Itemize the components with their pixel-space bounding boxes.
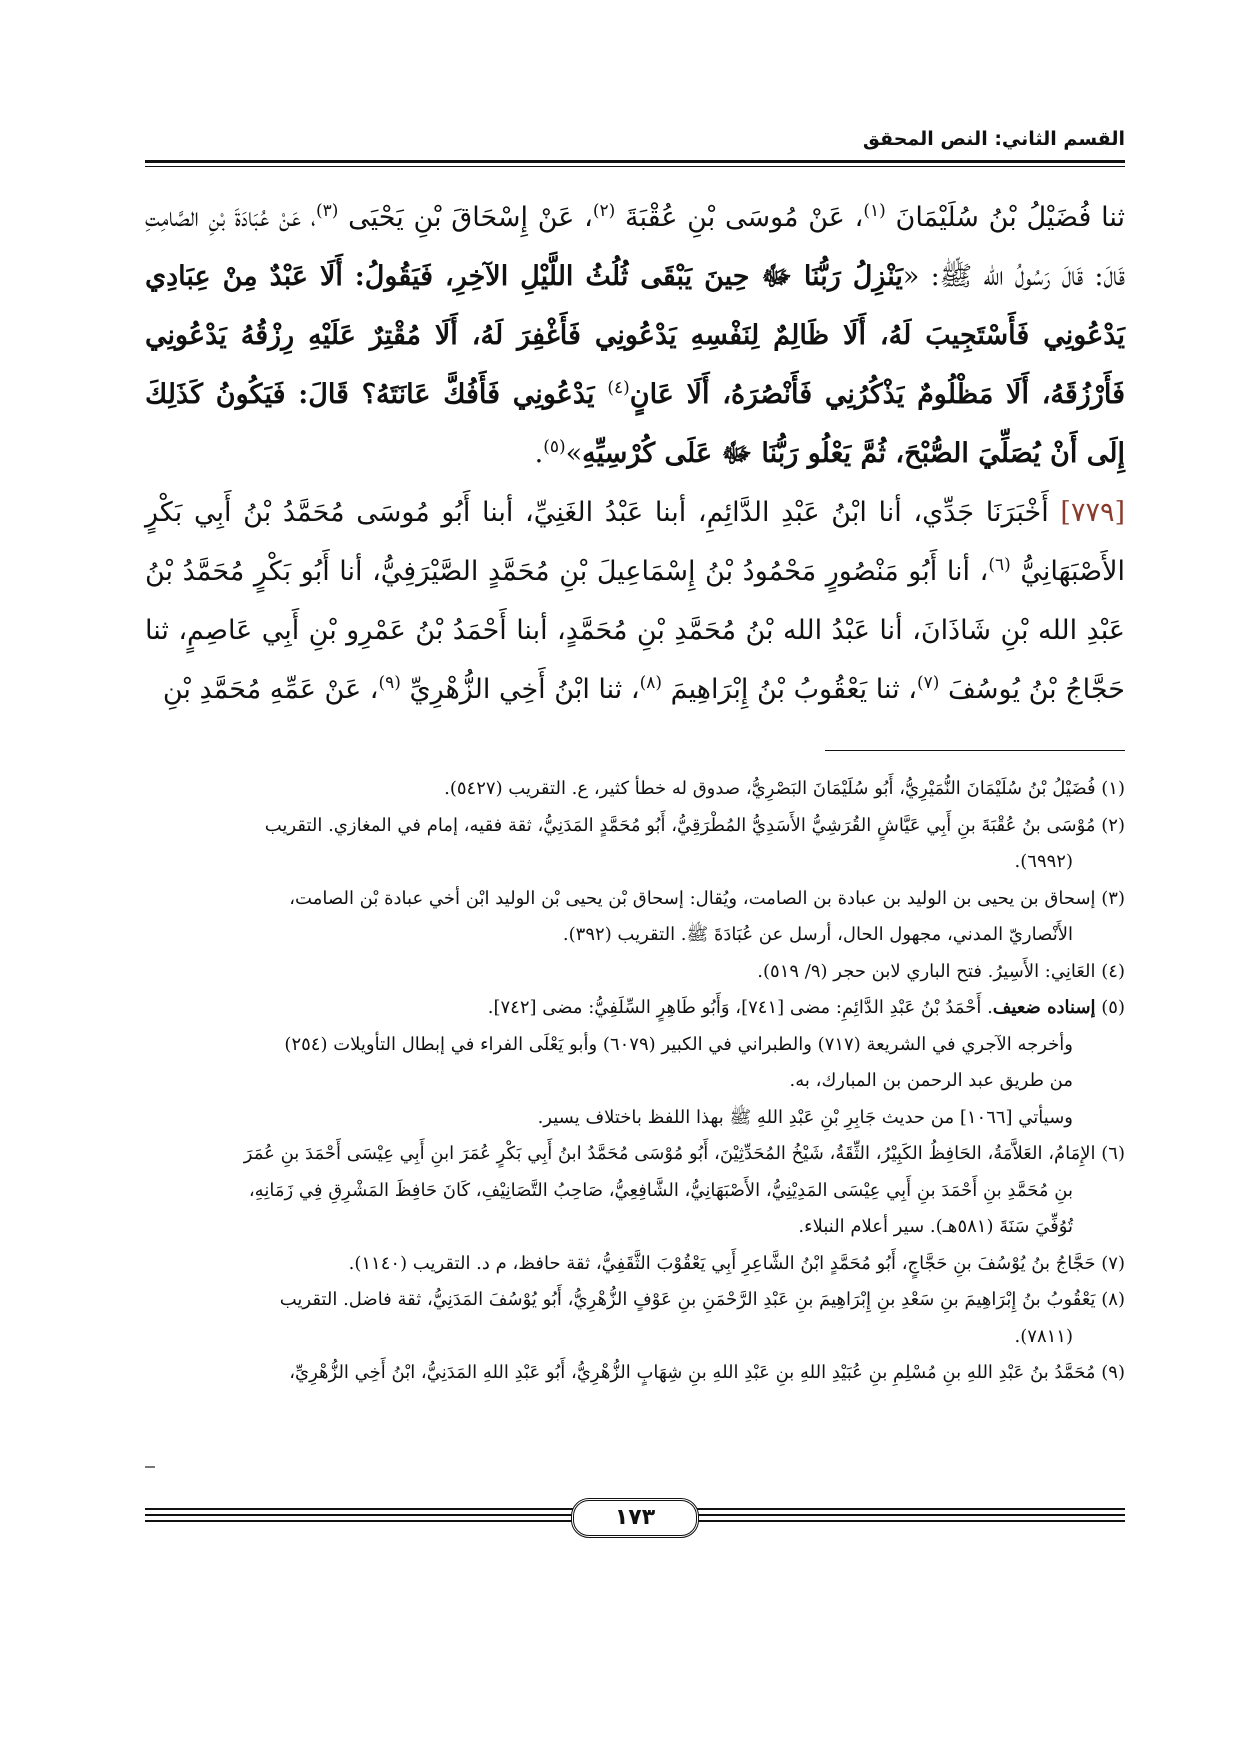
header-rule-thin [145,166,1125,167]
footnote-6-continued: بنِ مُحَمَّدِ بنِ أَحْمَدَ بنِ أَبِي عِيْسَى المَدِيْنِيُّ، الأَصْبَهَانِيُّ، الشَّافِعِيُّ، صَاحِبُ التَّصَانِيْفِ، كَانَ حَافِظَ المَشْرِقِ فِي زَمَانِهِ، [248,1179,1073,1201]
footnote-9: (٩) مُحَمَّدُ بنُ عَبْدِ اللهِ بنِ مُسْلِمِ بنِ عُبَيْدِ اللهِ بنِ عَبْدِ اللهِ بنِ شِهَابٍ الزُّهْرِيُّ، أَبُو عَبْدِ اللهِ المَدَنِيُّ، ابْنُ أَخِي الزُّهْرِيِّ، [289,1362,1125,1383]
footnote-8: (٨) يَعْقُوبُ بنُ إِبْرَاهِيمَ بنِ سَعْدِ بنِ إِبْرَاهِيمَ بنِ عَبْدِ الرَّحْمَنِ بنِ عَوْفٍ الزُّهْرِيُّ، أَبُو يُوْسُفَ المَدَنِيُّ، ثقة فاضل. التقريب [279,1289,1125,1310]
footnote-3-continued: الأَنْصاريّ المدني، مجهول الحال، أرسل عن عُبَادَةَ ﷺ. التقريب (٣٩٢). [562,924,1073,945]
footnote-separator [825,750,1125,751]
paragraph-hadith: ثنا فُضَيْلُ بْنُ سُلَيْمَانَ $^{(١)}$، عَنْ مُوسَى بْنِ عُقْبَةَ $^{(٢)}$، عَنْ إِسْحَاقَ بْنِ يَحْيَى $^{(٣)}$، عَنْ عُبَادَةَ بْنِ الصَّامِتِ قَالَ: قَالَ رَسُولُ الله ﷺ: «يَنْزِلُ رَبُّنَا ﷻ حِينَ يَبْقَى ثُلُثُ اللَّيْلِ الآخِرِ، فَيَقُولُ: أَلَا عَبْدٌ مِنْ عِبَادِي يَدْعُونِي فَأَسْتَجِيبَ لَهُ، أَلَا ظَالِمٌ لِنَفْسِهِ يَدْعُونِي فَأَغْفِرَ لَهُ، أَلَا مُقْتِرٌ عَلَيْهِ رِزْقُهُ يَدْعُونِي فَأَرْزُقَهُ، أَلَا مَظْلُومٌ يَذْكُرُنِي فَأَنْصُرَهُ، أَلَا عَانٍ$^{(٤)}$ يَدْعُونِي فَأَفُكَّ عَانَتَهُ؟ قَالَ: فَيَكُونُ كَذَلِكَ إِلَى أَنْ يُصَلِّيَ الصُّبْحَ، ثُمَّ يَعْلُو رَبُّنَا ﷻ عَلَى كُرْسِيِّهِ»$^{(٥)}$. [145,201,1126,469]
footnote-4: (٤) العَانِي: الأَسِيرُ. فتح الباري لابن حجر (٩/ ٥١٩). [757,960,1125,982]
footnote-5: (٥) إسناده ضعيف. أَحْمَدُ بْنُ عَبْدِ الدَّائِمِ: مضى [٧٤١]، وَأَبُو طَاهِرٍ السِّلَفِيُّ: مضى [٧٤٢]. [487,997,1125,1018]
footnote-ref: (٢) [592,201,616,221]
footnote-5-takhrij-cont: من طريق عبد الرحمن بن المبارك، به. [789,1070,1073,1091]
grading-label: إسناده ضعيف [992,997,1096,1018]
footnote-ref: (٧) [916,673,940,693]
paragraph-number: [٧٧٩] [1060,497,1125,528]
hadith-text: يَدْعُونِي فَأَفُكَّ عَانَتَهُ؟ قَالَ: فَيَكُونُ كَذَلِكَ إِلَى أَنْ يُصَلِّيَ الصُّبْحَ، ثُمَّ يَعْلُو رَبُّنَا ﷻ عَلَى كُرْسِيِّهِ [145,379,1125,469]
footnote-6-continued-2: تُوُفِّيَ سَنَةَ (٥٨١هـ). سير أعلام النبلاء. [798,1216,1073,1237]
footnote-ref: (٤) [607,378,630,398]
footnotes [145,772,1125,1393]
footnote-6: (٦) الإِمَامُ، العَلاَّمَةُ، الحَافِظُ الكَبِيْرُ، الثِّقَةُ، شَيْخُ المُحَدِّثِيْنَ، أَبُو مُوْسَى مُحَمَّدُ ابنُ أَبِي بَكْرٍ عُمَرَ ابنِ أَبِي عِيْسَى أَحْمَدَ بنِ عُمَرَ [243,1143,1125,1164]
running-header: القسم الثاني: النص المحقق [862,128,1125,150]
footnote-7: (٧) حَجَّاجُ بنُ يُوْسُفَ بنِ حَجَّاجٍ، أَبُو مُحَمَّدٍ ابْنُ الشَّاعِرِ أَبِي يَعْقُوْبَ الثَّقَفِيُّ، ثقة حافظ، م د. التقريب (١١٤٠). [348,1252,1125,1274]
hadith-text: يَنْزِلُ رَبُّنَا ﷻ حِينَ يَبْقَى ثُلُثُ اللَّيْلِ الآخِرِ، فَيَقُولُ: أَلَا عَبْدٌ مِنْ عِبَادِي يَدْعُونِي فَأَسْتَجِيبَ لَهُ، أَلَا ظَالِمٌ لِنَفْسِهِ يَدْعُونِي فَأَغْفِرَ لَهُ، أَلَا مُقْتِرٌ عَلَيْهِ رِزْقُهُ يَدْعُونِي فَأَرْزُقَهُ، أَلَا مَظْلُومٌ يَذْكُرُنِي فَأَنْصُرَهُ، أَلَا عَانٍ [145,261,1125,410]
paragraph-isnad: [٧٧٩] أَخْبَرَنَا جَدِّي، أنا ابْنُ عَبْدِ الدَّائِمِ، أبنا عَبْدُ الغَنِيِّ، أبنا أَبُو مُوسَى مُحَمَّدُ بْنُ أَبِي بَكْرٍ الأَصْبَهَانِيُّ $^{(٦)}$، أنا أَبُو مَنْصُورٍ مَحْمُودُ بْنُ إِسْمَاعِيلَ بْنِ مُحَمَّدٍ الصَّيْرَفِيُّ، أنا أَبُو بَكْرٍ مُحَمَّدُ بْنُ عَبْدِ الله بْنِ شَاذَانَ، أنا عَبْدُ الله بْنُ مُحَمَّدِ بْنِ مُحَمَّدٍ، أبنا أَحْمَدُ بْنُ عَمْرِو بْنِ أَبِي عَاصِمٍ، ثنا حَجَّاجُ بْنُ يُوسُفَ $^{(٧)}$، ثنا يَعْقُوبُ بْنُ إِبْرَاهِيمَ $^{(٨)}$، ثنا ابْنُ أَخِي الزُّهْرِيِّ $^{(٩)}$، عَنْ عَمِّهِ مُحَمَّدِ بْنِ [145,497,1125,705]
footnote-ref: (١) [863,201,886,221]
header-rule [145,160,1125,163]
page-footer [145,1498,1125,1534]
footnote-3: (٣) إسحاق بن يحيى بن الوليد بن عبادة بن الصامت، ويُقال: إسحاق بْن يحيى بْن الوليد ابْن أخي عبادة بْن الصامت، [289,887,1125,909]
footnote-ref: (٥) [543,437,566,457]
main-text [145,188,1125,719]
footnote-ref: (٨) [639,673,663,693]
footnote-5-takhrij: وأخرجه الآجري في الشريعة (٧١٧) والطبراني في الكبير (٦٠٧٩) وأبو يَعْلَى الفراء في إبطال التأويلات (٢٥٤) [284,1033,1073,1055]
footnote-2: (٢) مُوْسَى بنُ عُقْبَةَ بنِ أَبِي عَيَّاشٍ القُرَشِيُّ الأَسَدِيُّ المُطْرَقِيُّ، أَبُو مُحَمَّدٍ المَدَنِيُّ، ثقة فقيه، إمام في المغازي. التقريب [264,814,1125,836]
footnote-ref: (٦) [988,555,1011,575]
footnote-5-cross-ref: وسيأتي [١٠٦٦] من حديث جَابِرِ بْنِ عَبْدِ اللهِ ﷺ بهذا اللفظ باختلاف يسير. [537,1106,1073,1128]
page-number: ١٧٣ [571,1498,699,1538]
book-page [145,0,1125,1754]
footnote-2-continued: (٦٩٩٢). [1014,851,1073,872]
footnote-8-continued: (٧٨١١). [1014,1325,1073,1347]
footnote-1: (١) فُضَيْلُ بْنُ سُلَيْمَانَ النُّمَيْرِيُّ، أَبُو سُلَيْمَانَ البَصْرِيُّ، صدوق له خطأ كثير، ع. التقريب (٥٤٢٧). [444,778,1125,799]
continuation-mark [145,1466,155,1468]
footnote-ref: (٩) [378,673,401,693]
footnote-ref: (٣) [315,201,339,221]
